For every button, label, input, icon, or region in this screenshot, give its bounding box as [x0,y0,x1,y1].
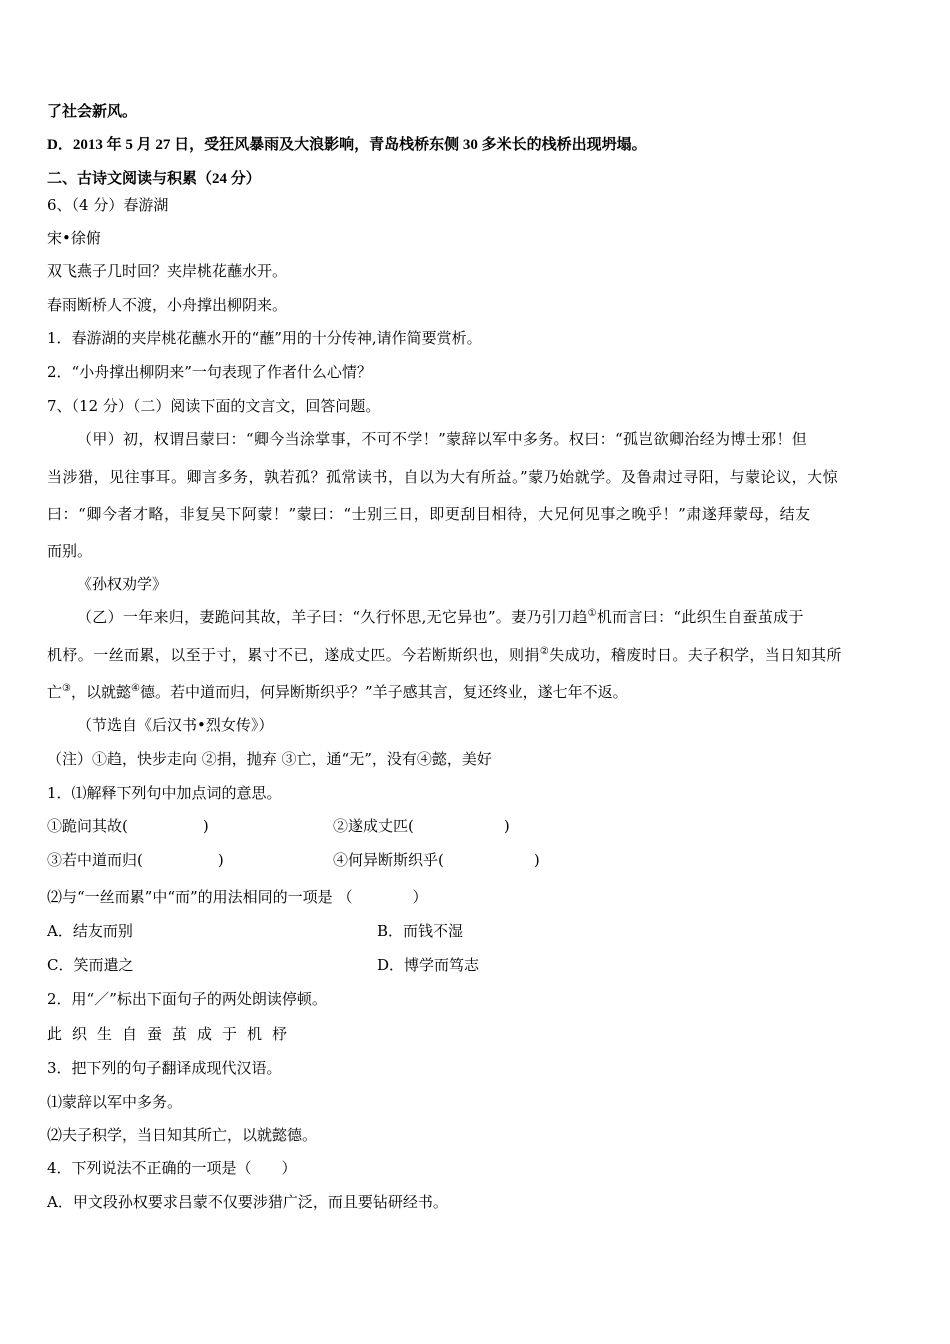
text-span: 机而言曰：“此织生自蚕茧成于 [596,608,804,626]
q7-1-item: ①跪问其故( ) [47,817,209,835]
option-a: A．结友而别 [47,922,133,940]
text-span: （乙）一年来归，妻跪问其故，羊子曰：“久行怀思,无它异也”。妻乃引刀趋 [77,608,588,626]
text-line: 了社会新风。 [47,104,138,120]
q7-1-item: ④何异断斯织乎( ) [333,851,540,869]
q7-1-header: 1．⑴解释下列句中加点词的意思。 [47,784,282,802]
footnote-mark: ② [539,646,550,657]
poem-line-1: 双飞燕子几时回？夹岸桃花蘸水开。 [47,262,288,280]
footnote-mark: ④ [131,683,140,694]
passage-yi-line [47,644,842,666]
passage-yi-line [77,606,804,628]
poem-line-2: 春雨断桥人不渡，小舟撑出柳阴来。 [47,296,288,314]
passage-jia-line: （甲）初，权谓吕蒙曰：“卿今当涂掌事，不可不学！”蒙辞以军中多务。权曰：“孤岂欲卿治经为博士邪！但 [77,430,808,448]
q7-1-item: ②遂成丈匹( ) [333,817,510,835]
annotation-notes: （注）①趋，快步走向 ②捐，抛弃 ③亡，通“无”，没有④懿，美好 [47,750,492,768]
passage-jia-line: 曰：“卿今者才略，非复吴下阿蒙！”蒙曰：“士别三日，即更刮目相待，大兄何见事之晚乎！”肃遂拜蒙母，结友 [47,505,811,523]
text-span: 机杼。一丝而累，以至于寸，累寸不已，遂成丈匹。今若断斯织也，则捐 [47,646,540,664]
option-c: C．笑而遣之 [47,956,134,974]
q7-1-2: ⑵与“一丝而累”中“而”的用法相同的一项是 （ ） [47,888,428,906]
text-span: 亡 [47,683,63,701]
q7-3-1: ⑴蒙辞以军中多务。 [47,1093,183,1111]
passage-jia-source: 《孙权劝学》 [77,575,168,593]
option-d-line: D．2013 年 5 月 27 日，受狂风暴雨及大浪影响，青岛栈桥东侧 30 多米长的栈桥出现坍塌。 [47,137,647,153]
q7-4: 4．下列说法不正确的一项是（ ） [47,1159,297,1177]
section-title: 二、古诗文阅读与积累（24 分） [47,171,261,187]
q7-3: 3．把下列的句子翻译成现代汉语。 [47,1059,282,1077]
q7-2: 2．用“／”标出下面句子的两处朗读停顿。 [47,990,327,1008]
q6-sub2: 2．“小舟撑出柳阴来”一句表现了作者什么心情？ [47,363,372,381]
passage-jia-line: 当涉猎，见往事耳。卿言多务，孰若孤？孤常读书，自以为大有所益。”蒙乃始就学。及鲁肃过寻阳，与蒙论议，大惊 [47,468,839,486]
text-span: ，以就懿 [70,683,131,701]
poem-author: 宋•徐俯 [47,229,101,247]
option-d: D．博学而笃志 [377,956,480,974]
passage-yi-line [47,681,628,703]
passage-yi-source: （节选自《后汉书•烈女传》） [77,716,274,734]
text-span: 失成功，稽废时日。夫子积学，当日知其所 [549,646,842,664]
footnote-mark: ① [587,608,597,619]
q7-2-sentence: 此织生自蚕茧成于机杼 [47,1025,298,1043]
option-b: B．而钱不湿 [377,922,464,940]
q7-3-2: ⑵夫子积学，当日知其所亡，以就懿德。 [47,1126,318,1144]
passage-jia-line: 而别。 [47,542,93,560]
text-span: 德。若中道而归，何异断斯织乎？”羊子感其言，复还终业，遂七年不返。 [139,683,628,701]
question-6-header: 6、（4 分）春游湖 [47,196,169,214]
question-7-header: 7、（12 分）（二）阅读下面的文言文，回答问题。 [47,397,381,415]
footnote-mark: ③ [62,683,71,694]
q7-4-option-a: A．甲文段孙权要求吕蒙不仅要涉猎广泛，而且要钻研经书。 [47,1193,448,1211]
q6-sub1: 1．春游湖的夹岸桃花蘸水开的“蘸”用的十分传神,请作简要赏析。 [47,329,482,347]
q7-1-item: ③若中道而归( ) [47,851,224,869]
